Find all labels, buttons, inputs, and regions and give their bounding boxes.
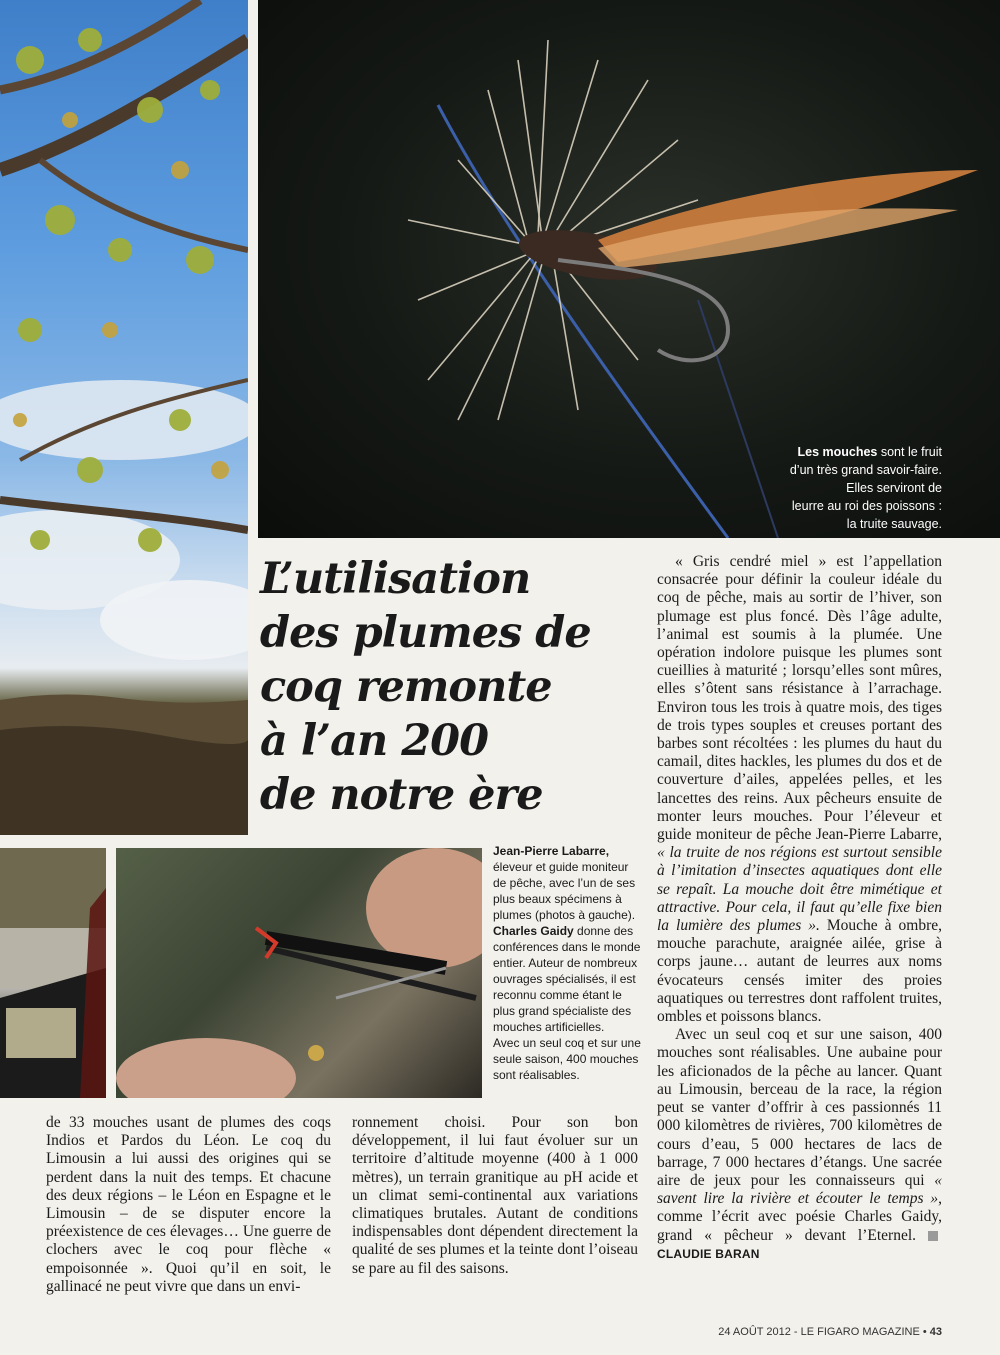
column-right-p2a: Avec un seul coq et sur une saison, 400 mouches sont réalisables. Une aubaine pour les aficionados de la pêche au lancer. Quant au Limousin, berceau de la race, la région peut se vanter d’offrir à ces passionnés 11 000 kilomètres de rivières, 700 kilomètres de cours d’eau, 5 000 hectares de lacs de barrage, 7 000 hectares d’étangs. Une sacrée aire de jeux pour les connaisseurs qui xyxy=(657,1026,942,1189)
signature-square-icon xyxy=(928,1231,938,1241)
column-right-p2-quote: « savent lire la rivière et écouter le temps » xyxy=(657,1171,942,1208)
fly-box-landscape-photo xyxy=(0,848,106,1098)
caption-text-gaidy: donne des conférences dans le monde entier. Auteur de nombreux ouvrages spécialisés, il est reconnu comme étant le plus grand spécialiste des mouches artificielles. xyxy=(493,924,641,1034)
headline-line2: des plumes de xyxy=(260,608,591,658)
caption-line4: leurre au roi des poissons : xyxy=(791,499,942,513)
caption-text-labarre: éleveur et guide moniteur de pêche, avec l’un de ses plus beaux spécimens à plumes (photos à gauche). xyxy=(493,860,636,922)
tree-branches-sky-photo xyxy=(0,0,248,835)
author-signature: CLAUDIE BARAN xyxy=(657,1246,760,1261)
column-right-p1b: Mouche à ombre, mouche parachute, araignée ailée, grise à corps jaune… autant de leurres aux noms évocateurs censés imiter des proies aquatiques ou terrestres dont raffolent truites, ombles et poissons blancs. xyxy=(657,917,942,1026)
caption-line1: sont le fruit xyxy=(877,445,942,459)
photo-side-caption xyxy=(493,843,643,1083)
caption-line2: d’un très grand savoir-faire. xyxy=(789,463,942,477)
column-right-p1a: « Gris cendré miel » est l’appellation consacrée pour définir la couleur idéale du coq de pêche, mais au sortir de l’hiver, son plumage est plus foncé. Dès l’âge adulte, l’animal est soumis à la plumée. Une opération indolore puisque les plumes sont cueillies à maturité ; lorsqu’elles sont mûres, elles s’ôtent sans résistance à l’arrachage. Environ tous les trois à quatre mois, des tiges de trois types souples et creuses portant des barbes sont récoltées : les plumes du haut du camail, dites hackles, les plumes du dos et de couverture d’ailes, appelées pelles, et les lancettes des reins. Aux pêcheurs ensuite de monter leurs mouches. Pour l’éleveur et guide moniteur de pêche Jean-Pierre Labarre, xyxy=(657,553,942,844)
caption-name-labarre: Jean-Pierre Labarre, xyxy=(493,844,610,858)
article-headline xyxy=(260,552,620,822)
page-footer xyxy=(718,1326,942,1338)
hands-tying-fly-photo xyxy=(116,848,482,1098)
column-right-paragraph-2 xyxy=(657,1026,942,1263)
caption-line5: la truite sauvage. xyxy=(846,517,942,531)
column-right-p1-quote: « la truite de nos régions est surtout sensible à l’imitation d’insectes aquatiques dont elle se repaît. La mouche doit être mimétique et attractive. Pour cela, il faut qu’elle fixe bien la lumière des plumes ». xyxy=(657,844,942,935)
caption-line3: Elles serviront de xyxy=(846,481,942,495)
hands-illustration xyxy=(116,848,482,1098)
article-column-left xyxy=(46,1114,331,1296)
headline-line1: L’utilisation xyxy=(260,554,531,604)
column-right-p2b: , comme l’écrit avec poésie Charles Gaidy, grand « pêcheur » devant l’Eternel. xyxy=(657,1190,942,1244)
caption-name-gaidy: Charles Gaidy xyxy=(493,924,574,938)
article-column-middle xyxy=(352,1114,638,1278)
fishing-fly-on-hook-photo xyxy=(258,0,1000,538)
column-left-text: de 33 mouches usant de plumes des coqs Indios et Pardos du Léon. Le coq du Limousin a lui aussi des origines qui se perdent dans la nuit des temps. Et chacune des deux régions – le Léon en Espagne et le Limousin – de se disputer encore la préexistence de ces élevages… Une guerre de clochers avec le coq pour flèche « empoisonnée ». Quoi qu’il en soit, le gallinacé ne peut vivre que dans un envi- xyxy=(46,1114,331,1295)
column-right-paragraph-1 xyxy=(657,553,942,1026)
page-number: 43 xyxy=(929,1326,942,1338)
footer-date-publication: 24 AOÛT 2012 - LE FIGARO MAGAZINE • xyxy=(718,1326,930,1338)
caption-text-fact: Avec un seul coq et sur une seule saison, 400 mouches sont réalisables. xyxy=(493,1036,641,1082)
tree-illustration xyxy=(0,0,248,835)
headline-line5: de notre ère xyxy=(260,770,543,820)
fly-box-illustration xyxy=(0,848,106,1098)
headline-line3: coq remonte xyxy=(260,662,552,712)
column-middle-text: ronnement choisi. Pour son bon développement, il lui faut évoluer sur un territoire d’altitude moyenne (400 à 1 000 mètres), un terrain granitique au pH acide et un climat semi-continental aux variations climatiques brutales. Autant de conditions indispensables dont dépendent directement la qualité de ses plumes et la teinte dont l’oiseau se pare au fil des saisons. xyxy=(352,1114,638,1277)
headline-line4: à l’an 200 xyxy=(260,716,488,766)
article-column-right xyxy=(657,553,942,1263)
fly-photo-caption xyxy=(682,443,942,533)
caption-lead: Les mouches xyxy=(797,445,878,459)
